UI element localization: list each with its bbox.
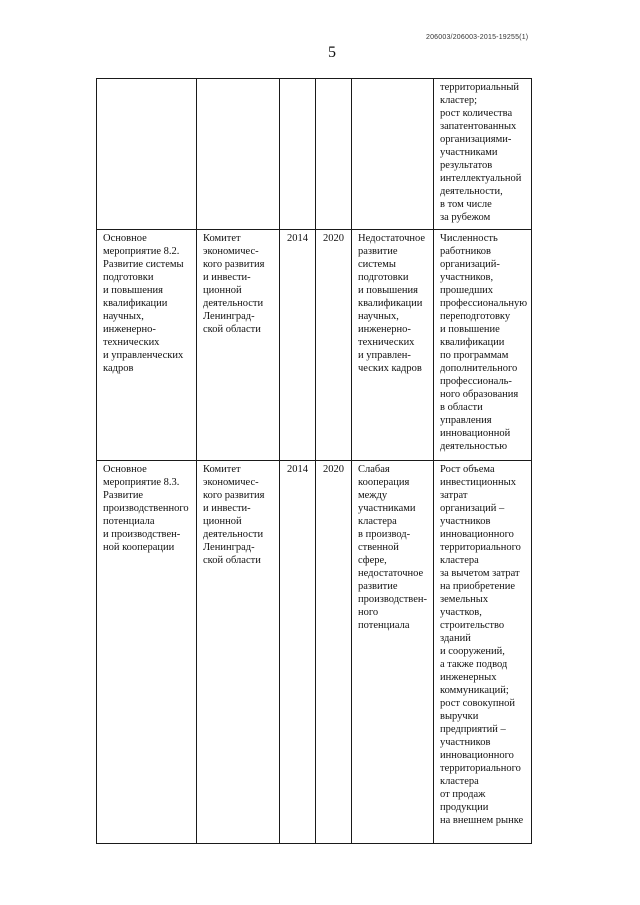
- end-year-cell: [316, 79, 352, 230]
- executor-cell: Комитет экономичес- кого развития и инвести- ционной деятельности Ленинград- ской области: [197, 230, 280, 461]
- consequences-cell: [352, 79, 434, 230]
- event-cell: Основное мероприятие 8.3. Развитие производственного потенциала и производствен- ной кооперации: [97, 461, 197, 844]
- indicators-cell: территориальный кластер; рост количества запатентованных организациями- участниками результатов интеллектуальной деятельности, в том числе за рубежом: [434, 79, 532, 230]
- page-number: 5: [328, 44, 336, 61]
- end-year-cell: 2020: [316, 461, 352, 844]
- event-cell: [97, 79, 197, 230]
- event-cell: Основное мероприятие 8.2. Развитие системы подготовки и повышения квалификации научных, инженерно- технических и управленческих кадров: [97, 230, 197, 461]
- start-year-cell: [280, 79, 316, 230]
- start-year-cell: 2014: [280, 461, 316, 844]
- table-row: [97, 461, 532, 844]
- end-year-cell: 2020: [316, 230, 352, 461]
- indicators-cell: Численность работников организаций- участников, прошедших профессиональную переподготовку и повышение квалификации по программам дополнительного профессиональ- ного образования в области управления инновационной деятельностью: [434, 230, 532, 461]
- table-row: [97, 230, 532, 461]
- executor-cell: Комитет экономичес- кого развития и инвести- ционной деятельности Ленинград- ской области: [197, 461, 280, 844]
- consequences-cell: Слабая кооперация между участниками кластера в производ- ственной сфере, недостаточное развитие производствен- ного потенциала: [352, 461, 434, 844]
- table-row: [97, 79, 532, 230]
- consequences-cell: Недостаточное развитие системы подготовки и повышения квалификации научных, инженерно- технических и управлен- ческих кадров: [352, 230, 434, 461]
- executor-cell: [197, 79, 280, 230]
- start-year-cell: 2014: [280, 230, 316, 461]
- program-table: [96, 78, 532, 844]
- indicators-cell: Рост объема инвестиционных затрат организаций – участников инновационного территориального кластера за вычетом затрат на приобретение земельных участков, строительство зданий и сооружений, а также подвод инженерных коммуникаций; рост совокупной выручки предприятий – участников инновационного территориального кластера от продаж продукции на внешнем рынке: [434, 461, 532, 844]
- document-id: 206003/206003-2015-19255(1): [426, 34, 529, 41]
